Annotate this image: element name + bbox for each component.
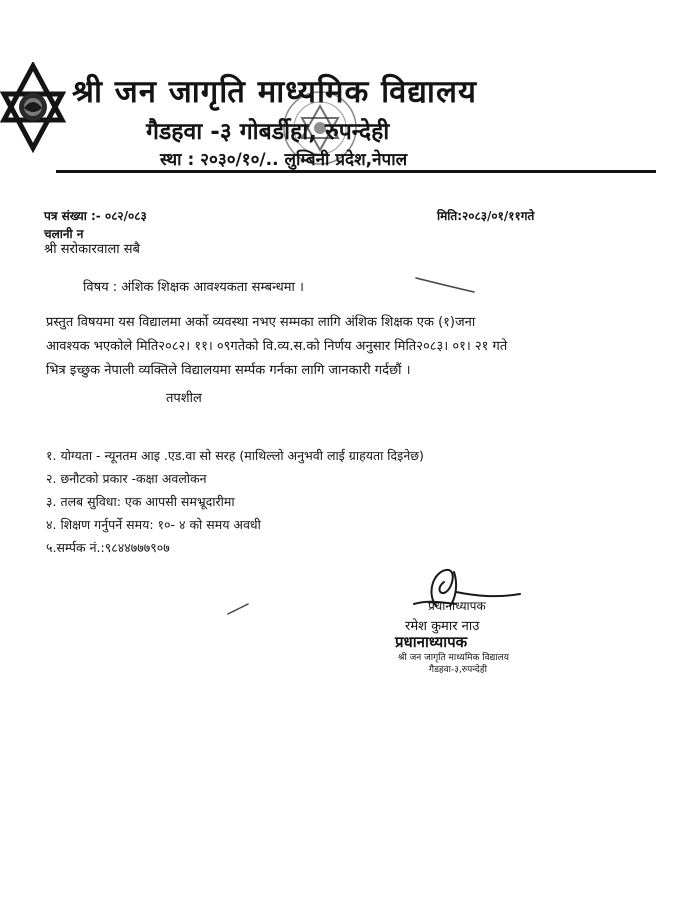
reference-number: पत्र संख्या :- ०८२/०८३ — [44, 209, 147, 223]
letter-date: मिति:२०८३/०१/११गते — [437, 209, 535, 223]
details-heading: तपशील — [166, 391, 202, 406]
dispatch-number: चलानी न — [44, 227, 84, 241]
list-item: २. छनौटको प्रकार -कक्षा अवलोकन — [46, 471, 207, 486]
stamp-place: गैडहवा-३,रुपन्देही — [429, 665, 487, 675]
nepal-emblem-icon — [0, 62, 66, 154]
body-line: प्रस्तुत विषयमा यस विद्यालमा अर्को व्यवस्था नभए सम्मका लागि अंशिक शिक्षक एक (१)जना — [46, 315, 476, 330]
details-list — [46, 444, 424, 559]
recipient: श्री सरोकारवाला सबै — [44, 242, 140, 257]
subject-line: विषय : अंशिक शिक्षक आवश्यकता सम्बन्धमा । — [83, 280, 304, 295]
letterhead-divider — [56, 170, 656, 173]
body-paragraph — [46, 311, 646, 383]
school-name: श्री जन जागृति माध्यमिक विद्यालय — [72, 74, 477, 110]
signatory-name: रमेश कुमार नाउ — [405, 619, 480, 634]
body-line: भित्र इच्छुक नेपाली व्यक्तिले विद्यालयमा सर्म्पक गर्नका लागि जानकारी गर्दछौं । — [46, 363, 411, 378]
stamp-organization: श्री जन जागृति माध्यमिक विद्यालय — [398, 653, 509, 663]
established-line: स्था : २०३०/१०/.. लुम्बिनी प्रदेश,नेपाल — [160, 150, 408, 170]
list-item: ५.सर्म्पक नं.:९८४४७७७९०७ — [46, 540, 170, 555]
signatory-title: प्रधानाध्यापक — [395, 633, 468, 651]
list-item: ३. तलब सुविधा: एक आपसी समभ्रूदारीमा — [46, 494, 235, 509]
list-item: ४. शिक्षण गर्नुपर्ने समय: १०- ४ को समय अवधी — [46, 517, 261, 532]
school-address: गैडहवा -३ गोबर्डीहा, रुपन्देही — [146, 119, 390, 145]
list-item: १. योग्यता - न्यूनतम आइ .एड.वा सो सरह (माथिल्लो अनुभवी लाई ग्राहयता दिइनेछ) — [46, 448, 424, 463]
body-line: आवश्यक भएकोले मिति२०८२। ११। ०९गतेको वि.व्य.स.को निर्णय अनुसार मिति२०८३। ०१। २१ गते — [46, 339, 508, 354]
signature-scribble-label: प्रधानाध्यापक — [428, 599, 486, 613]
scan-mark-stroke — [412, 272, 482, 296]
scan-mark-stroke — [226, 600, 252, 616]
